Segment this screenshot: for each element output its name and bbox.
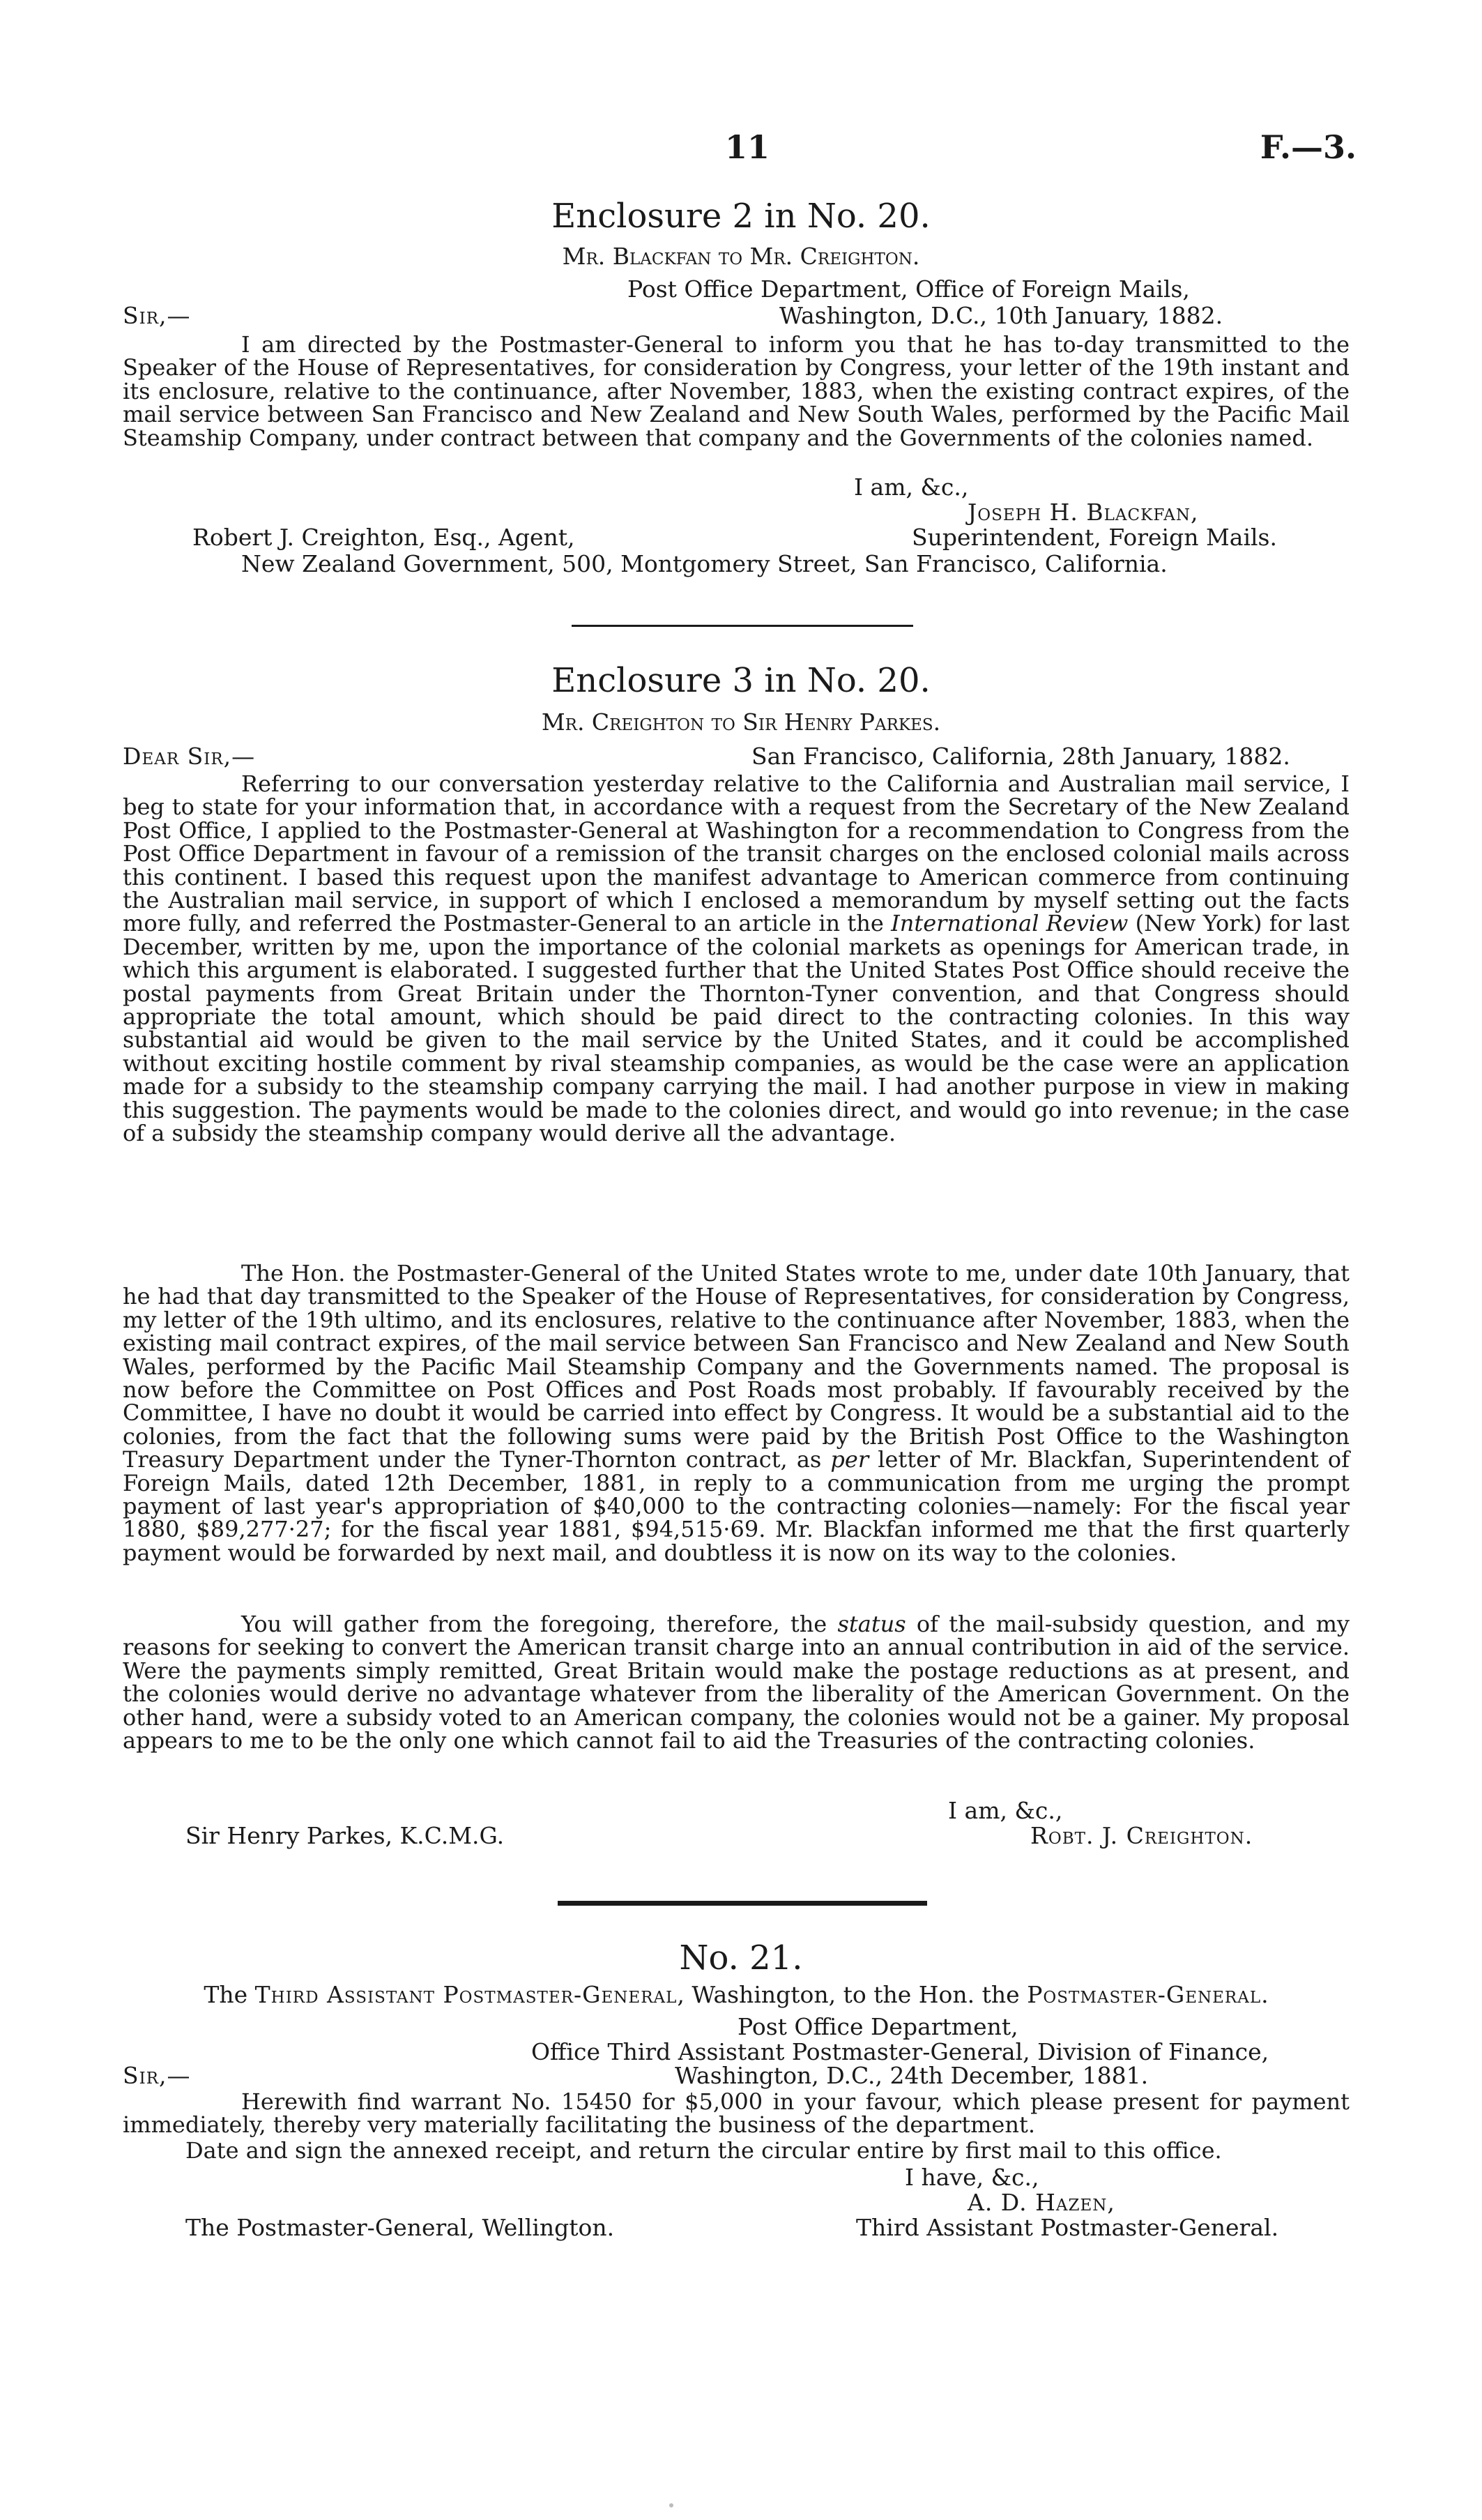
no-21-signer-title: Third Assistant Postmaster-General.	[856, 2214, 1279, 2241]
section-divider	[572, 625, 913, 627]
enclosure-3-salutation: Dear Sir,—	[123, 743, 256, 770]
no-21-address-3: Washington, D.C., 24th December, 1881.	[675, 2062, 1149, 2089]
no-21-subtitle-c: .	[1261, 1981, 1269, 2008]
print-speck	[669, 2503, 673, 2507]
no-21-sender: Third Assistant Postmaster-General	[254, 1981, 678, 2008]
no-21-subtitle-a: The	[204, 1981, 255, 2008]
no-21-salutation: Sir,—	[123, 2062, 191, 2089]
enclosure-3-title: Enclosure 3 in No. 20.	[551, 661, 931, 700]
no-21-subtitle-b: , Washington, to the Hon. the	[677, 1981, 1028, 2008]
no-21-title: No. 21.	[679, 1938, 803, 1978]
no-21-closing: I have, &c.,	[905, 2164, 1039, 2191]
paragraph-3-text-b: of the mail-subsidy question, and my reasons for seeking to convert the American transit charge into an annual contribution in aid of the service. Were the payments simply remitted, Great Britain would make the postage reductions as at present, and the colonies would derive no advantage whatever from the liberality of the American Government. On the other hand, were a subsidy voted to an American company, the colonies would not be a gainer. My proposal appears to me to be the only one which cannot fail to aid the Treasuries of the contracting colonies.	[123, 1611, 1350, 1754]
paragraph-3-text-a: You will gather from the foregoing, therefore, the	[241, 1611, 838, 1637]
enclosure-2-address-1: Post Office Department, Office of Foreign Mails,	[627, 275, 1190, 303]
enclosure-2-address-2: Washington, D.C., 10th January, 1882.	[779, 302, 1223, 329]
per-italic: per	[830, 1446, 869, 1473]
enclosure-2-signer-title: Superintendent, Foreign Mails.	[912, 524, 1277, 551]
no-21-addressee: Postmaster-General	[1027, 1981, 1262, 2008]
enclosure-2-closing: I am, &c.,	[854, 473, 969, 501]
enclosure-3-recipient: Sir Henry Parkes, K.C.M.G.	[185, 1822, 505, 1849]
enclosure-2-signature: Joseph H. Blackfan,	[968, 499, 1199, 526]
document-reference: F.—3.	[1260, 128, 1357, 166]
enclosure-2-recipient-2: New Zealand Government, 500, Montgomery Street, San Francisco, California.	[241, 550, 1168, 577]
paragraph-1-text-b: (New York) for last December, written by me, upon the importance of the colonial markets as openings for American trade, in which this argument is elaborated. I suggested further that the United States Post Office should receive the postal payments from Great Britain under the Thornton-Tyner convention, and that Congress should appropriate the total amount, which should be paid direct to the contracting colonies. In this way substantial aid would be given to the mail service by the United States, and it could be accomplished without exciting hostile comment by rival steamship companies, as would be the case were an application made for a subsidy to the steamship company carrying the mail. I had another purpose in view in making this suggestion. The payments would be made to the colonies direct, and would go into revenue; in the case of a subsidy the steamship company would derive all the advantage.	[123, 910, 1350, 1147]
major-divider	[558, 1901, 927, 1906]
enclosure-2-recipient-1: Robert J. Creighton, Esq., Agent,	[192, 524, 575, 551]
paragraph-1-text-a: Referring to our conversation yesterday relative to the California and Australian mail service, I beg to state for your information that, in accordance with a request from the Secretary of the New Zealand Post Office, I applied to the Postmaster-General at Washington for a recommendation to Congress from the Post Office Department in favour of a remission of the transit charges on the enclosed colonial mails across this continent. I based this request upon the manifest advantage to American commerce from continuing the Australian mail service, in support of which I enclosed a memorandum by myself setting out the facts more fully, and referred the Postmaster-General to an article in the	[123, 771, 1350, 937]
no-21-signature: A. D. Hazen,	[968, 2189, 1115, 2216]
enclosure-3-paragraph-2	[123, 1262, 1350, 1565]
status-italic: status	[837, 1611, 906, 1637]
enclosure-2-body: I am directed by the Postmaster-General to inform you that he has to-day transmitted to the Speaker of the House of Representatives, for consideration by Congress, your letter of the 19th instant and its enclosure, relative to the continuance, after November, 1883, when the existing contract expires, of the mail service between San Francisco and New Zealand and New South Wales, performed by the Pacific Mail Steamship Company, under contract between that company and the Governments of the colonies named.	[123, 331, 1350, 451]
paragraph-2-text-b: letter of Mr. Blackfan, Superintendent of Foreign Mails, dated 12th December, 1881, in reply to a communication from me urging the prompt payment of last year's appropriation of $40,000 to the contracting colonies—namely: For the fiscal year 1880, $89,277·27; for the fiscal year 1881, $94,515·69. Mr. Blackfan informed me that the first quarterly payment would be forwarded by next mail, and doubtless it is now on its way to the colonies.	[123, 1446, 1350, 1566]
enclosure-3-paragraph-3	[123, 1613, 1350, 1752]
no-21-body-2: Date and sign the annexed receipt, and return the circular entire by first mail to this office.	[185, 2137, 1222, 2164]
enclosure-3-paragraph-1	[123, 773, 1350, 1146]
no-21-recipient: The Postmaster-General, Wellington.	[185, 2214, 615, 2241]
no-21-address-2: Office Third Assistant Postmaster-General, Division of Finance,	[531, 2038, 1269, 2065]
enclosure-2-salutation: Sir,—	[123, 302, 191, 329]
paragraph-2-text-a: The Hon. the Postmaster-General of the United States wrote to me, under date 10th January, that he had that day transmitted to the Speaker of the House of Representatives, for consideration by Congress, my letter of the 19th ultimo, and its enclosures, relative to the continuance after November, 1883, when the existing mail contract expires, of the mail service between San Francisco and New Zealand and New South Wales, performed by the Pacific Mail Steamship Company and the Governments named. The proposal is now before the Committee on Post Offices and Post Roads most probably. If favourably received by the Committee, I have no doubt it would be carried into effect by Congress. It would be a substantial aid to the colonies, from the fact that the following sums were paid by the British Post Office to the Washington Treasury Department under the Tyner-Thornton contract, as	[123, 1260, 1350, 1473]
enclosure-3-closing: I am, &c.,	[948, 1797, 1063, 1824]
no-21-subtitle	[123, 1982, 1350, 2008]
no-21-body-1: Herewith find warrant No. 15450 for $5,000 in your favour, which please present for payment immediately, thereby very materially facilitating the business of the department.	[123, 2088, 1350, 2139]
no-21-address-1: Post Office Department,	[738, 2013, 1018, 2040]
enclosure-3-dateline: San Francisco, California, 28th January, 1882.	[751, 743, 1290, 770]
enclosure-2-subtitle: Mr. Blackfan to Mr. Creighton.	[562, 243, 920, 270]
page-number: 11	[725, 128, 770, 166]
periodical-title: International Review	[891, 910, 1129, 937]
enclosure-3-signature: Robt. J. Creighton.	[1030, 1822, 1253, 1849]
enclosure-3-subtitle: Mr. Creighton to Sir Henry Parkes.	[541, 708, 941, 736]
enclosure-2-title: Enclosure 2 in No. 20.	[551, 197, 931, 236]
